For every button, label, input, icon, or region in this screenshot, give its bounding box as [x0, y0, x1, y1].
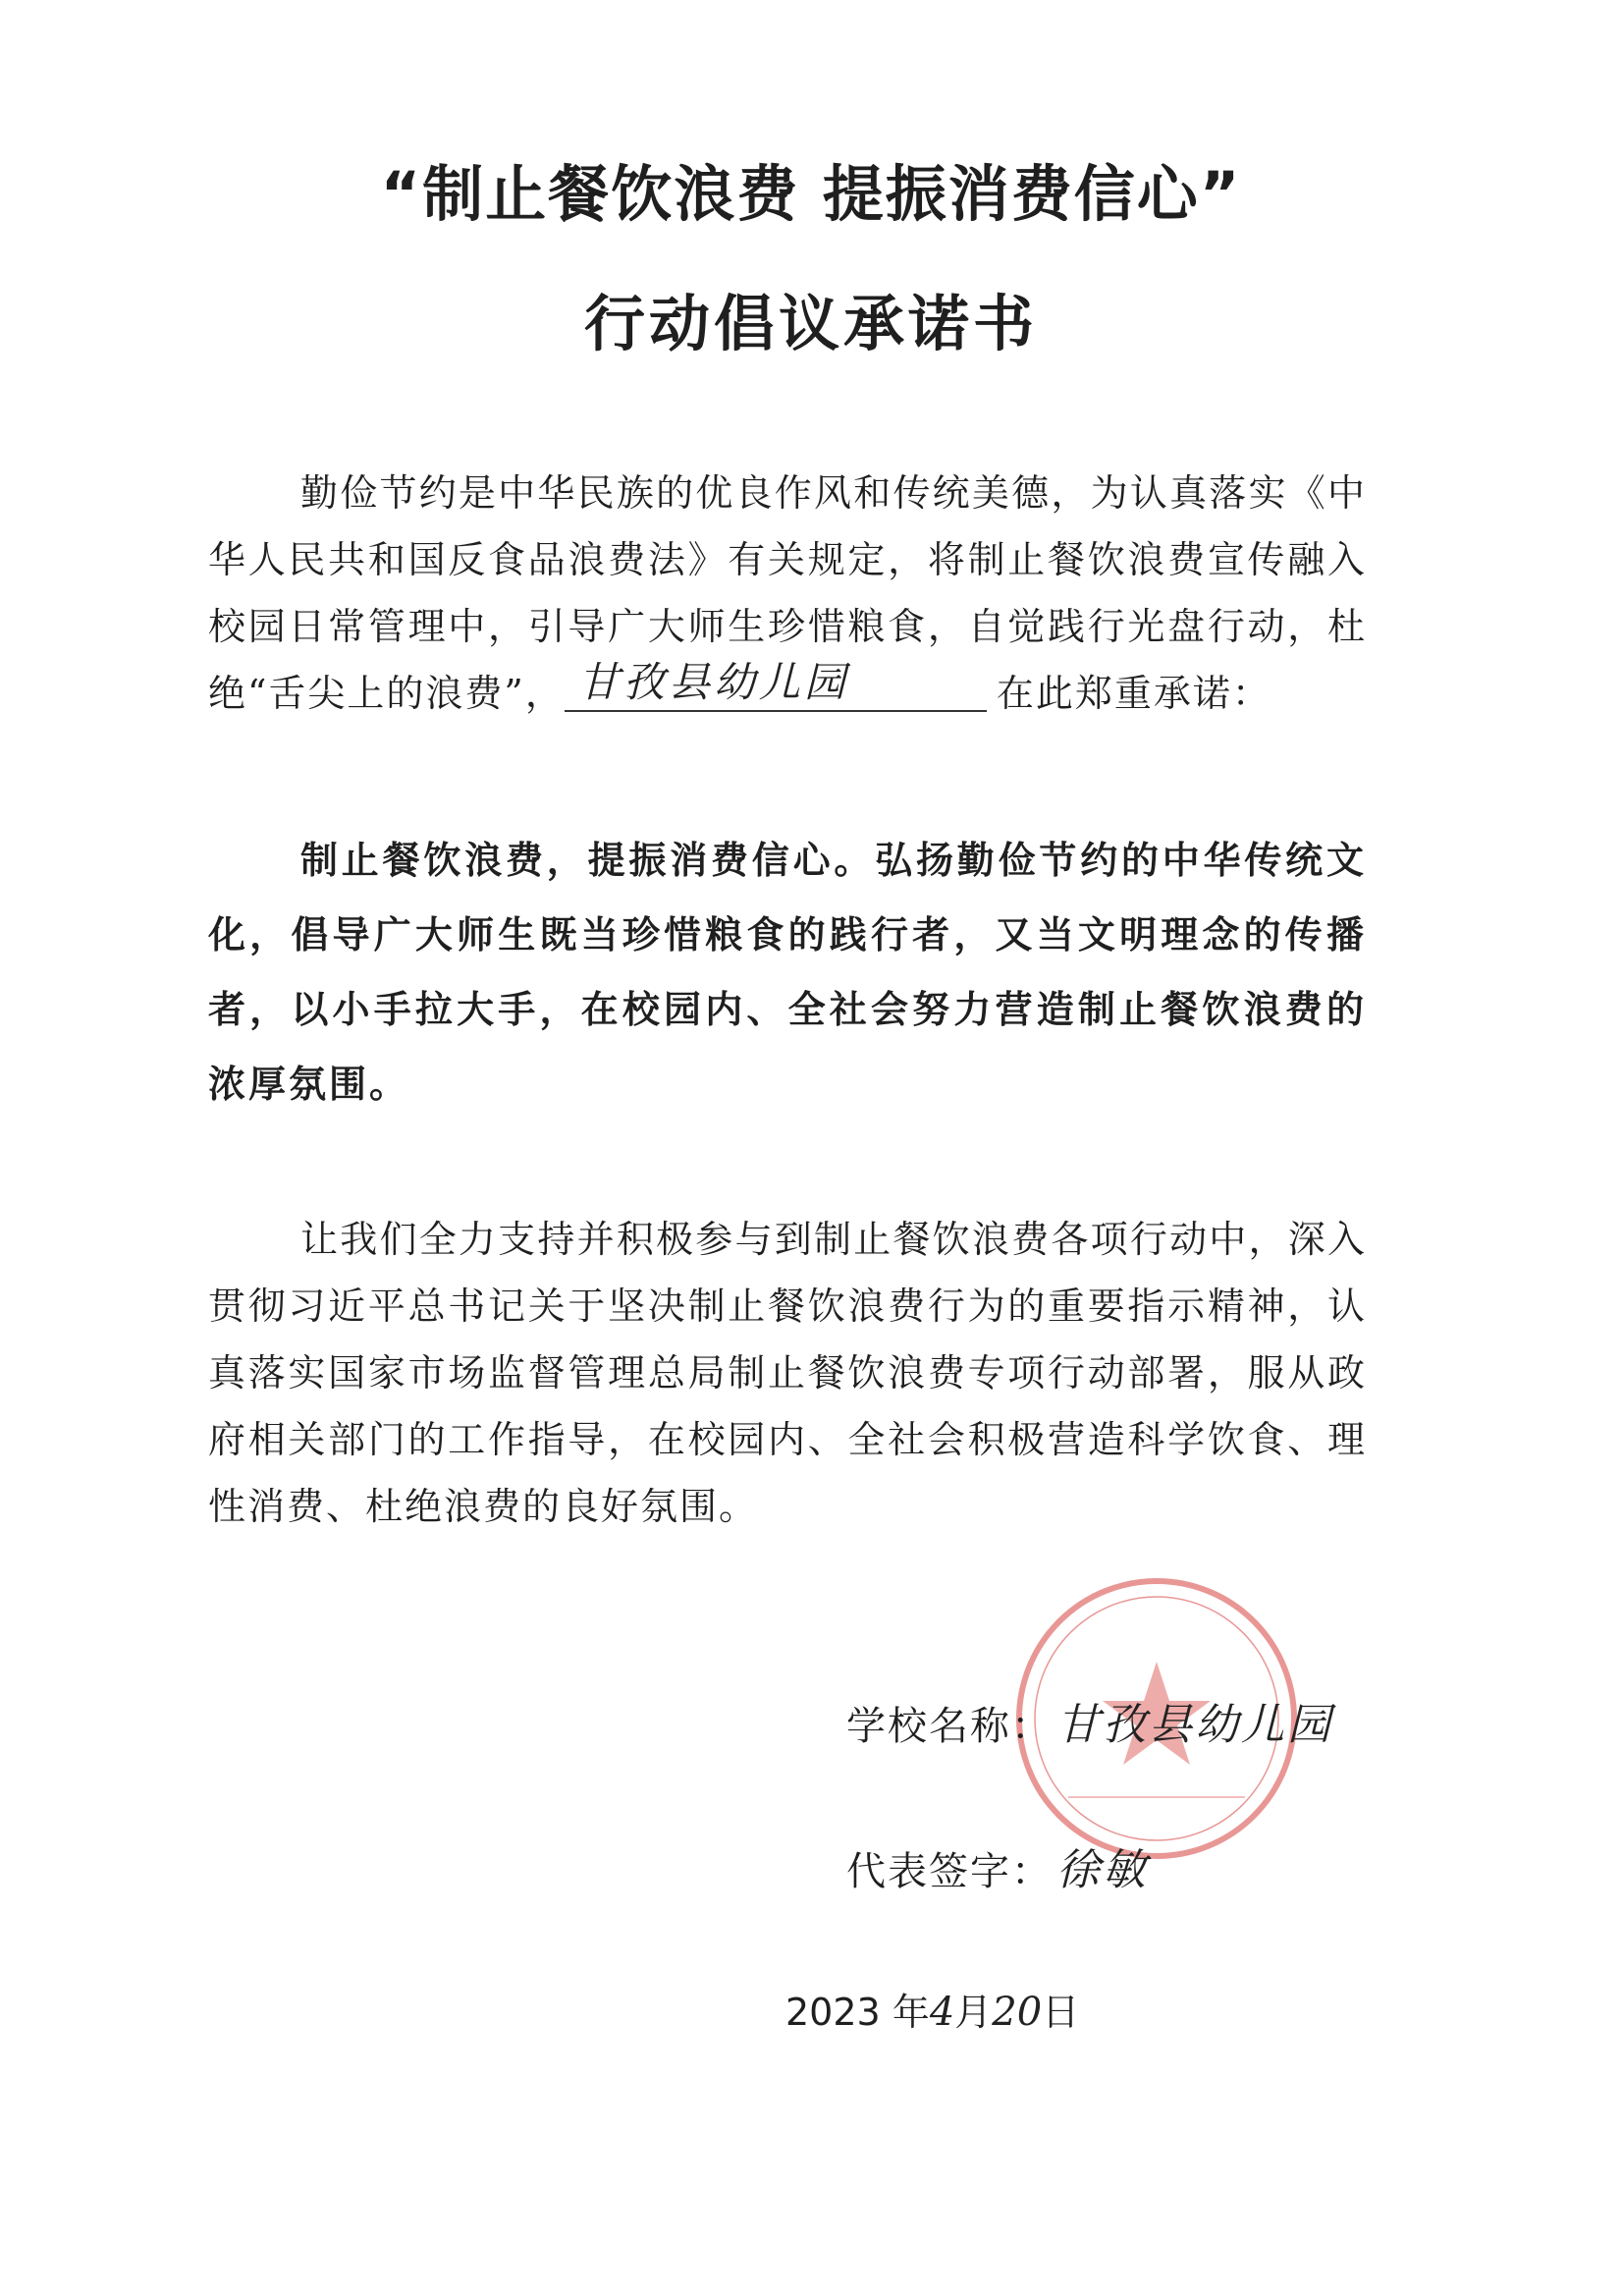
handwritten-school-name: 甘孜县幼儿园 — [577, 658, 849, 706]
paragraph-intro-tail: 在此郑重承诺： — [996, 672, 1271, 715]
date-year-unit: 年 — [892, 1991, 930, 2034]
paragraph-call: 让我们全力支持并积极参与到制止餐饮浪费各项行动中，深入贯彻习近平总书记关于坚决制止餐饮浪费行为的重要指示精神，认真落实国家市场监督管理总局制止餐饮浪费专项行动部署，服从政府相关部门的工作指导，在校园内、全社会积极营造科学饮食、理性消费、杜绝浪费的良好氛围。 — [208, 1218, 1367, 1528]
date-month: 4 — [929, 1990, 955, 2035]
school-name-row — [846, 1689, 1333, 1752]
school-name-label: 学校名称： — [846, 1704, 1053, 1749]
school-name-signature: 甘孜县幼儿园 — [1056, 1700, 1333, 1750]
date-day-unit: 日 — [1042, 1991, 1080, 2034]
fill-in-blank — [565, 658, 987, 712]
title-line-2: 行动倡议承诺书 — [583, 288, 1038, 359]
paragraph-intro — [208, 460, 1367, 727]
paragraph-pledge: 制止餐饮浪费，提振消费信心。弘扬勤俭节约的中华传统文化，倡导广大师生既当珍惜粮食的践行者，又当文明理念的传播者，以小手拉大手，在校园内、全社会努力营造制止餐饮浪费的浓厚氛围。 — [208, 839, 1367, 1106]
date-year: 2023 — [785, 1991, 881, 2034]
representative-signature: 徐敏 — [1056, 1845, 1149, 1895]
paragraph-intro-text: 勤俭节约是中华民族的优良作风和传统美德，为认真落实《中华人民共和国反食品浪费法》有关规定，将制止餐饮浪费宣传融入校园日常管理中，引导广大师生珍惜粮食，自觉践行光盘行动，杜绝“舌尖上的浪费”， — [208, 471, 1367, 715]
date-month-unit: 月 — [954, 1991, 993, 2034]
title-line-1: “制止餐饮浪费 提振消费信心” — [380, 158, 1242, 230]
date-line — [785, 1982, 1079, 2036]
representative-row — [846, 1834, 1149, 1897]
date-day: 20 — [992, 1990, 1043, 2035]
representative-label: 代表签字： — [846, 1849, 1053, 1894]
